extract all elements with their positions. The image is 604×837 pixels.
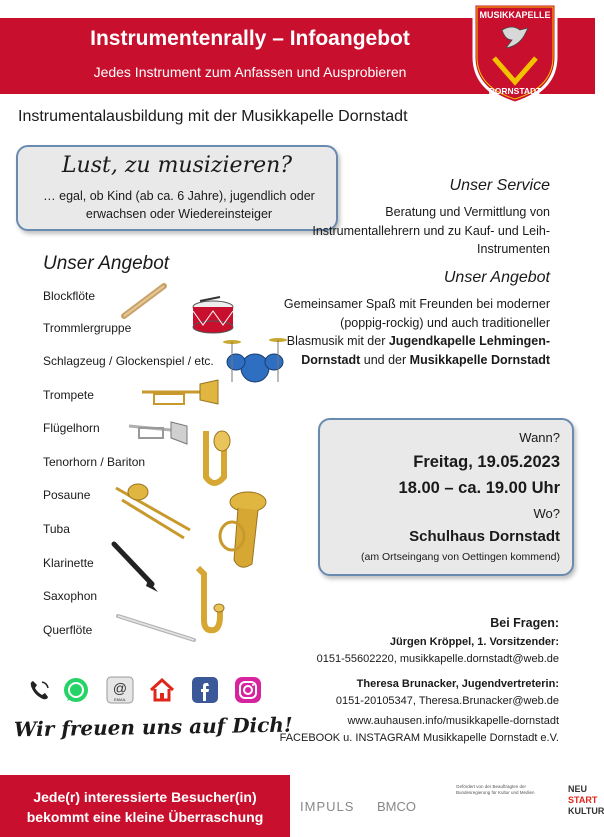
phone-icon[interactable] bbox=[26, 676, 54, 704]
recorder-image bbox=[120, 280, 170, 320]
contact-icons bbox=[26, 676, 266, 704]
instrument-item: Flügelhorn bbox=[43, 421, 100, 435]
footer-banner bbox=[0, 775, 290, 837]
facebook-icon[interactable] bbox=[191, 676, 219, 704]
svg-text:EMAIL: EMAIL bbox=[113, 697, 127, 702]
page-subtitle: Jedes Instrument zum Anfassen und Ausprobieren bbox=[93, 64, 407, 80]
svg-text:@: @ bbox=[112, 680, 128, 696]
event-date: Freitag, 19.05.2023 bbox=[413, 453, 560, 471]
bkm-logo: Gefördert von der Beauftragten der Bundesregierung für Kultur und Medien bbox=[456, 784, 535, 795]
website-link[interactable]: www.auhausen.info/musikkapelle-dornstadt bbox=[347, 715, 559, 727]
headline: Instrumentalausbildung mit der Musikkapelle Dornstadt bbox=[18, 108, 408, 125]
trumpet-image bbox=[140, 378, 220, 408]
home-icon[interactable] bbox=[148, 676, 176, 704]
instrument-item: Tuba bbox=[43, 522, 70, 536]
neustart-kultur-logo: NEU START KULTUR bbox=[568, 784, 604, 816]
social-media-text: FACEBOOK u. INSTAGRAM Musikkapelle Dornstadt e.V. bbox=[279, 732, 559, 744]
band-musikkapelle: Musikkapelle Dornstadt bbox=[409, 352, 550, 367]
instrument-item: Querflöte bbox=[43, 623, 93, 637]
contact-person-1: Jürgen Kröppel, 1. Vorsitzender: bbox=[389, 636, 559, 648]
where-label: Wo? bbox=[533, 506, 560, 521]
tuba-image bbox=[212, 490, 268, 574]
offer-heading-right: Unser Angebot bbox=[443, 269, 550, 286]
event-info-box bbox=[318, 418, 574, 576]
clarinet-image bbox=[110, 540, 160, 594]
offer-text-right: Gemeinsamer Spaß mit Freunden bei moderner (poppig-rockig) und auch traditioneller Blasmusik mit der Jugendkapelle Lehmingen-Dornstadt und der Musikkapelle Dornstadt bbox=[283, 297, 550, 367]
svg-text:MUSIKKAPELLE: MUSIKKAPELLE bbox=[479, 10, 551, 20]
contact-details-2[interactable]: 0151-20105347, Theresa.Brunacker@web.de bbox=[335, 695, 559, 707]
invitation-text: … egal, ob Kind (ab ca. 6 Jahre), jugendlich oder erwachsen oder Wiedereinsteiger bbox=[43, 189, 315, 221]
event-time: 18.00 – ca. 19.00 Uhr bbox=[398, 479, 560, 497]
offer-heading-left: Unser Angebot bbox=[43, 253, 170, 274]
service-text: Beratung und Vermittlung von Instrumentallehrern und zu Kauf- und Leih-Instrumenten bbox=[312, 205, 550, 256]
instrument-item: Posaune bbox=[43, 488, 91, 502]
contact-person-2: Theresa Brunacker, Jugendvertreterin: bbox=[356, 678, 559, 690]
instagram-icon[interactable] bbox=[234, 676, 262, 704]
bmco-logo: BMCO bbox=[377, 799, 416, 814]
trombone-image bbox=[114, 480, 194, 542]
flugelhorn-image bbox=[127, 412, 189, 450]
service-heading: Unser Service bbox=[449, 177, 550, 194]
contact-details-1[interactable]: 0151-55602220, musikkapelle.dornstadt@web.de bbox=[316, 653, 559, 665]
whatsapp-icon[interactable] bbox=[62, 676, 90, 704]
email-icon[interactable] bbox=[106, 676, 134, 704]
page-title: Instrumentenrally – Infoangebot bbox=[90, 27, 410, 50]
event-place: Schulhaus Dornstadt bbox=[409, 528, 560, 545]
svg-text:DORNSTADT: DORNSTADT bbox=[488, 86, 542, 96]
when-label: Wann? bbox=[519, 430, 560, 445]
flute-image bbox=[114, 610, 198, 646]
instrument-item: Klarinette bbox=[43, 556, 94, 570]
musikkapelle-logo bbox=[472, 2, 558, 105]
band-jugendkapelle: Jugendkapelle Lehmingen-Dornstadt bbox=[301, 334, 550, 367]
footer-text: Jede(r) interessierte Besucher(in) bekommt eine kleine Überraschung bbox=[26, 789, 264, 825]
instrument-item: Blockflöte bbox=[43, 289, 96, 303]
event-place-note: (am Ortseingang von Oettingen kommend) bbox=[360, 551, 560, 563]
instrument-item: Saxophon bbox=[43, 589, 98, 603]
instrument-item: Schlagzeug / Glockenspiel / etc. bbox=[43, 354, 214, 368]
impuls-logo: IMPULS bbox=[300, 799, 355, 814]
contact-heading: Bei Fragen: bbox=[490, 616, 559, 630]
invitation-title: Lust, zu musizieren? bbox=[61, 153, 293, 178]
drum-kit-image bbox=[222, 332, 288, 384]
invitation-box bbox=[16, 145, 338, 231]
instrument-item: Tenorhorn / Bariton bbox=[43, 455, 146, 469]
instrument-item: Trompete bbox=[43, 388, 94, 402]
tenor-horn-image bbox=[196, 427, 232, 492]
instrument-item: Trommlergruppe bbox=[43, 321, 132, 335]
slogan: Wir freuen uns auf Dich! bbox=[13, 712, 293, 742]
snare-drum-image bbox=[190, 297, 236, 337]
